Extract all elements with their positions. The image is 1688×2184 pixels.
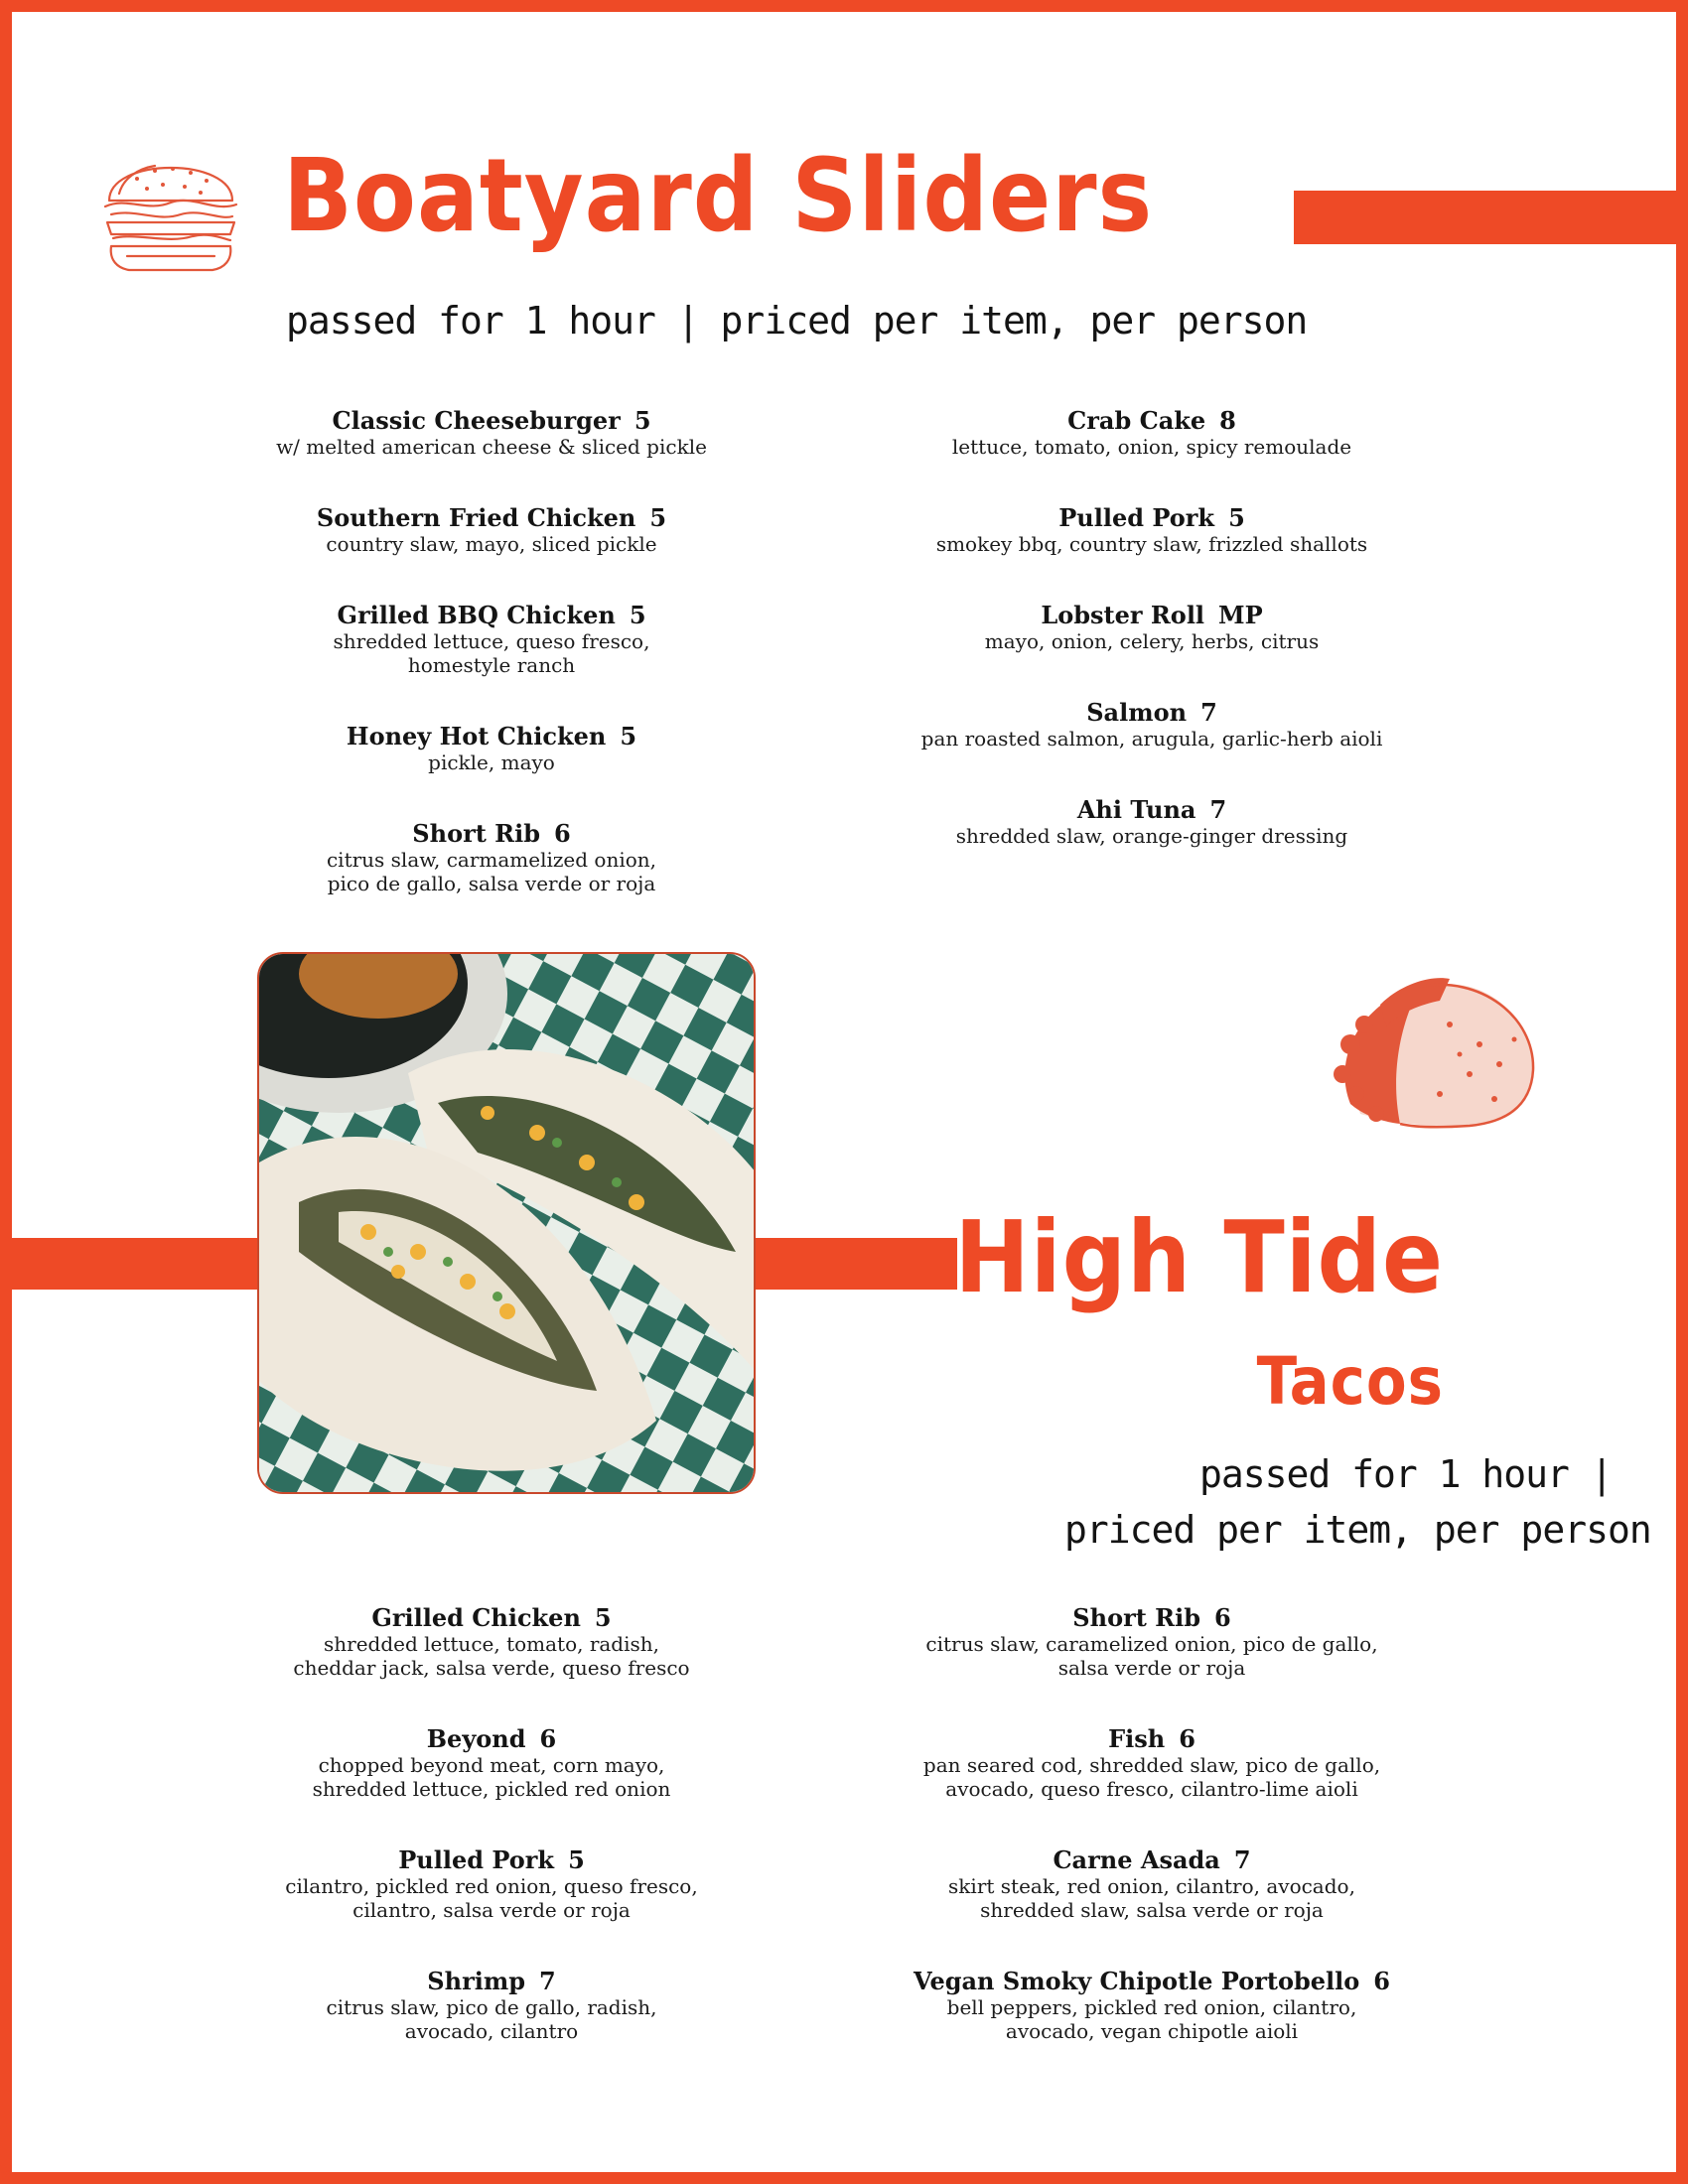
menu-item bbox=[854, 699, 1450, 751]
item-name: Carne Asada bbox=[1053, 1845, 1220, 1874]
menu-item bbox=[854, 1604, 1450, 1680]
sliders-subtitle: passed for 1 hour | priced per item, per person bbox=[286, 299, 1308, 342]
item-price: 7 bbox=[1233, 1845, 1251, 1874]
sliders-right-column bbox=[854, 407, 1450, 864]
item-description: pan roasted salmon, arugula, garlic-herb aioli bbox=[920, 727, 1383, 751]
item-name: Vegan Smoky Chipotle Portobello bbox=[914, 1967, 1360, 1995]
menu-item bbox=[199, 1604, 784, 1680]
menu-item bbox=[199, 820, 784, 895]
item-price: 5 bbox=[1228, 503, 1245, 532]
tacos-subtitle-line2: priced per item, per person bbox=[1064, 1508, 1651, 1552]
item-price: 7 bbox=[1200, 698, 1217, 727]
sliders-left-column bbox=[199, 407, 784, 903]
item-price: 6 bbox=[1373, 1967, 1390, 1995]
tacos-right-column bbox=[854, 1604, 1450, 2051]
item-price: 7 bbox=[1209, 795, 1227, 824]
item-name: Beyond bbox=[426, 1724, 526, 1753]
item-name: Fish bbox=[1108, 1724, 1166, 1753]
item-name: Grilled BBQ Chicken bbox=[337, 601, 616, 629]
menu-item bbox=[199, 504, 784, 556]
tacos-photo bbox=[257, 952, 756, 1494]
item-price: 6 bbox=[554, 819, 571, 848]
item-price: 5 bbox=[568, 1845, 585, 1874]
item-name: Short Rib bbox=[412, 819, 540, 848]
item-description: skirt steak, red onion, cilantro, avocado, shredded slaw, salsa verde or roja bbox=[948, 1874, 1355, 1922]
item-description: cilantro, pickled red onion, queso fresco, cilantro, salsa verde or roja bbox=[285, 1874, 698, 1922]
item-description: country slaw, mayo, sliced pickle bbox=[326, 532, 657, 556]
item-price: 5 bbox=[649, 503, 667, 532]
item-description: shredded slaw, orange-ginger dressing bbox=[955, 824, 1348, 848]
item-name: Salmon bbox=[1086, 698, 1188, 727]
item-name: Southern Fried Chicken bbox=[316, 503, 636, 532]
tacos-title-line2: Tacos bbox=[1256, 1343, 1444, 1420]
item-name: Crab Cake bbox=[1067, 406, 1206, 435]
item-name: Lobster Roll bbox=[1041, 601, 1205, 629]
item-description: pickle, mayo bbox=[428, 751, 555, 774]
menu-item bbox=[854, 1846, 1450, 1922]
sliders-accent-bar bbox=[1294, 191, 1676, 244]
taco-icon bbox=[1321, 965, 1545, 1148]
item-description: mayo, onion, celery, herbs, citrus bbox=[984, 629, 1320, 653]
item-name: Classic Cheeseburger bbox=[332, 406, 621, 435]
tacos-title-line1: High Tide bbox=[954, 1199, 1444, 1315]
menu-item bbox=[854, 1725, 1450, 1801]
sliders-title: Boatyard Sliders bbox=[283, 137, 1154, 255]
item-description: shredded lettuce, tomato, radish, cheddar jack, salsa verde, queso fresco bbox=[293, 1632, 690, 1680]
menu-item bbox=[199, 407, 784, 459]
menu-item bbox=[199, 602, 784, 677]
item-description: citrus slaw, carmamelized onion, pico de gallo, salsa verde or roja bbox=[326, 848, 657, 895]
item-description: citrus slaw, pico de gallo, radish, avocado, cilantro bbox=[326, 1995, 657, 2043]
item-description: citrus slaw, caramelized onion, pico de gallo, salsa verde or roja bbox=[925, 1632, 1378, 1680]
item-description: smokey bbq, country slaw, frizzled shallots bbox=[935, 532, 1368, 556]
tacos-subtitle-line1: passed for 1 hour | bbox=[1199, 1452, 1613, 1496]
menu-item bbox=[199, 1968, 784, 2043]
item-name: Honey Hot Chicken bbox=[346, 722, 607, 751]
item-price: 5 bbox=[594, 1603, 612, 1632]
item-name: Grilled Chicken bbox=[371, 1603, 581, 1632]
item-description: shredded lettuce, queso fresco, homestyle ranch bbox=[333, 629, 650, 677]
menu-item bbox=[199, 1846, 784, 1922]
menu-item bbox=[854, 602, 1450, 653]
menu-item bbox=[199, 1725, 784, 1801]
item-name: Pulled Pork bbox=[398, 1845, 555, 1874]
menu-item bbox=[854, 407, 1450, 459]
item-description: lettuce, tomato, onion, spicy remoulade bbox=[951, 435, 1352, 459]
menu-item bbox=[854, 1968, 1450, 2043]
item-description: w/ melted american cheese & sliced pickle bbox=[276, 435, 707, 459]
item-price: 6 bbox=[1179, 1724, 1196, 1753]
item-price: MP bbox=[1218, 601, 1263, 629]
item-price: 5 bbox=[620, 722, 637, 751]
burger-icon bbox=[97, 139, 244, 278]
item-price: 6 bbox=[1214, 1603, 1231, 1632]
item-price: 5 bbox=[629, 601, 646, 629]
item-name: Shrimp bbox=[427, 1967, 525, 1995]
menu-item bbox=[854, 504, 1450, 556]
item-price: 7 bbox=[539, 1967, 556, 1995]
item-description: chopped beyond meat, corn mayo, shredded lettuce, pickled red onion bbox=[312, 1753, 671, 1801]
tacos-photo-image bbox=[259, 954, 756, 1494]
item-description: pan seared cod, shredded slaw, pico de gallo, avocado, queso fresco, cilantro-lime aioli bbox=[922, 1753, 1381, 1801]
item-price: 5 bbox=[633, 406, 651, 435]
item-name: Pulled Pork bbox=[1058, 503, 1215, 532]
item-name: Ahi Tuna bbox=[1076, 795, 1196, 824]
item-price: 8 bbox=[1219, 406, 1236, 435]
item-price: 6 bbox=[539, 1724, 557, 1753]
item-description: bell peppers, pickled red onion, cilantro, avocado, vegan chipotle aioli bbox=[946, 1995, 1357, 2043]
menu-item bbox=[199, 723, 784, 774]
tacos-left-column bbox=[199, 1604, 784, 2051]
item-name: Short Rib bbox=[1072, 1603, 1200, 1632]
menu-item bbox=[854, 796, 1450, 848]
